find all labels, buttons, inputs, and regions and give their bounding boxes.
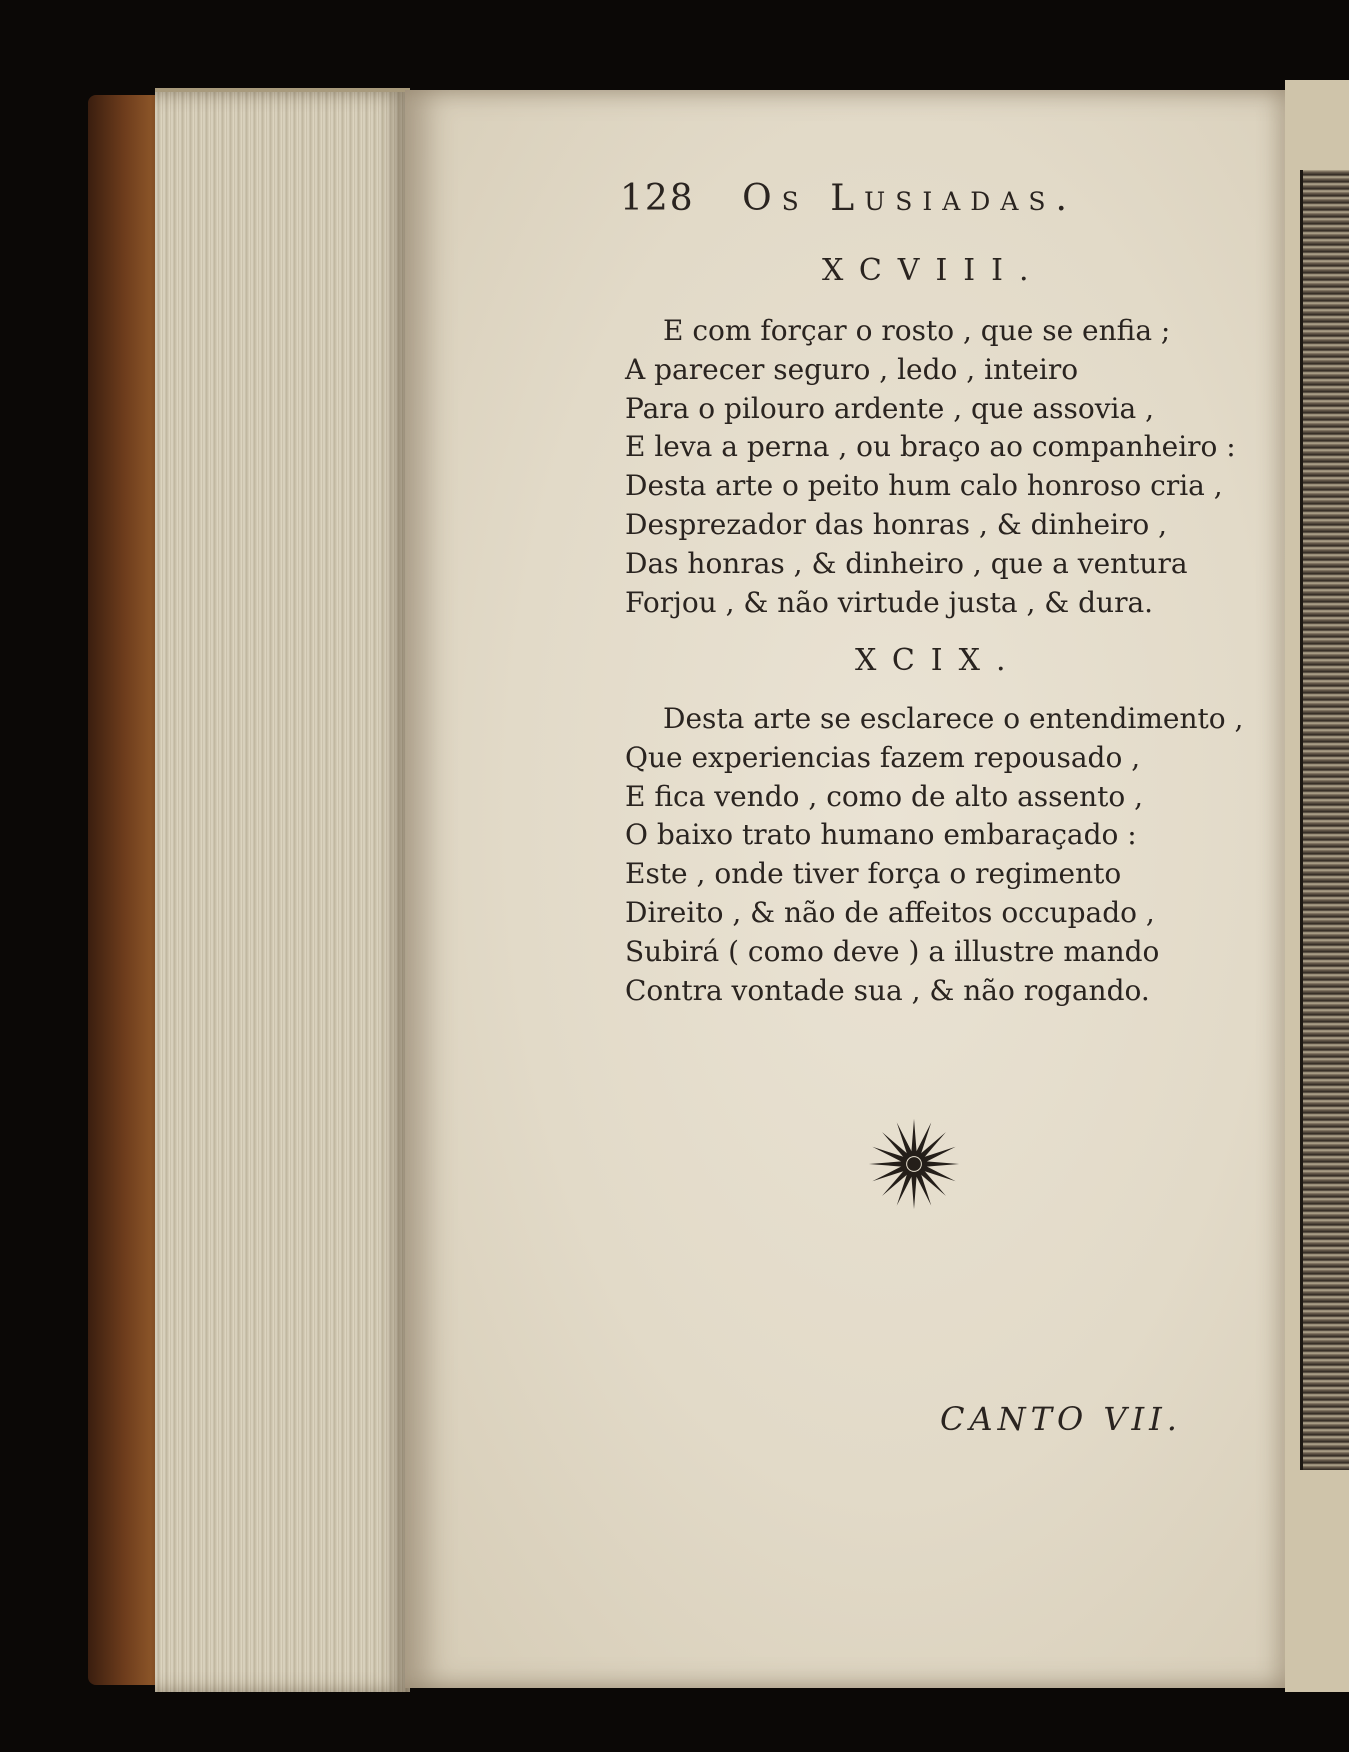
stanza-verses: [625, 312, 1236, 622]
verse-line: E com forçar o rosto , que se enfia ;: [663, 314, 1171, 347]
page-edges: [155, 92, 410, 1692]
catchword: CANTO VII.: [940, 1400, 1182, 1438]
stanza-numeral: XCIX.: [855, 643, 1022, 678]
verse-line: Forjou , & não virtude justa , & dura.: [625, 585, 1154, 619]
verse-line: Desprezador das honras , & dinheiro ,: [625, 507, 1168, 541]
verse-line: Este , onde tiver força o regimento: [625, 857, 1122, 891]
verse-line: Direito , & não de affeitos occupado ,: [625, 895, 1155, 929]
sunburst-fleuron-icon: [865, 1115, 963, 1213]
stanza-numeral: XCVIII.: [822, 253, 1045, 288]
verse-line: Para o pilouro ardente , que assovia ,: [625, 391, 1154, 425]
verse-line: O baixo trato humano embaraçado :: [625, 818, 1137, 852]
verse-line: Desta arte se esclarece o entendimento ,: [663, 702, 1244, 735]
running-header: [620, 178, 1077, 219]
facing-engraving: [1300, 170, 1349, 1470]
running-title: Os Lusiadas.: [742, 178, 1077, 219]
verse-line: Das honras , & dinheiro , que a ventura: [625, 546, 1188, 580]
verse-line: Que experiencias fazem repousado ,: [625, 740, 1141, 774]
page-number: 128: [620, 178, 695, 219]
stanza-verses: [625, 700, 1243, 1010]
verse-line: E leva a perna , ou braço ao companheiro :: [625, 430, 1236, 464]
verse-line: Contra vontade sua , & não rogando.: [625, 973, 1150, 1007]
verse-line: Subirá ( como deve ) a illustre mando: [625, 934, 1160, 968]
verse-line: E fica vendo , como de alto assento ,: [625, 779, 1144, 813]
verse-line: Desta arte o peito hum calo honroso cria ,: [625, 469, 1223, 503]
verse-line: A parecer seguro , ledo , inteiro: [625, 352, 1079, 386]
